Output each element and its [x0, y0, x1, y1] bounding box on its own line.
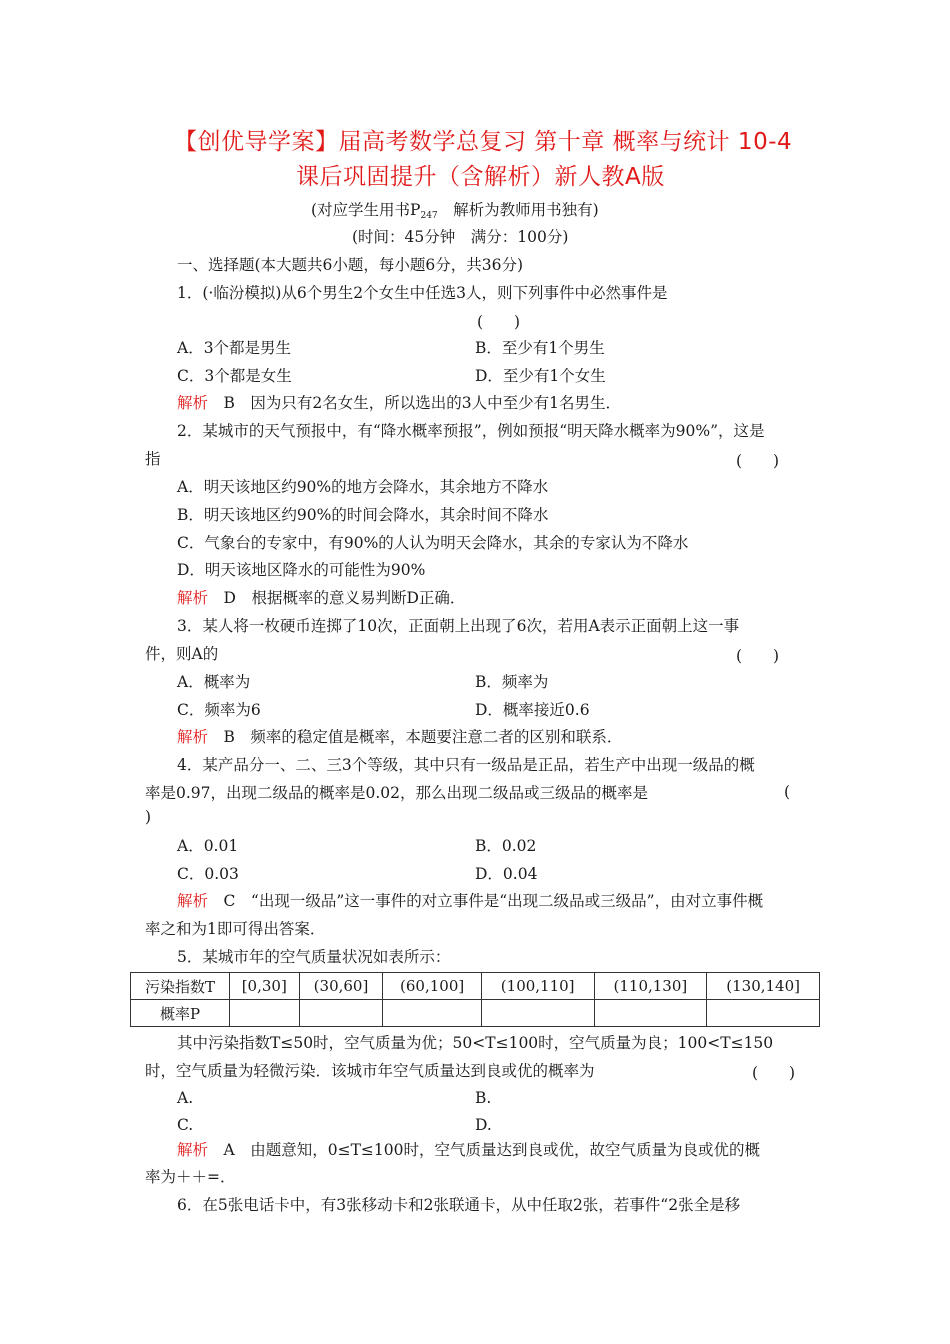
q5-stem: 5．某城市年的空气质量状况如表所示： [177, 948, 451, 966]
q3-option-c: C．频率为6 [177, 701, 261, 719]
q5-solution-line1 [177, 1140, 760, 1160]
q5-option-b: B. [475, 1089, 492, 1107]
q3-solution-text: B 频率的稳定值是概率，本题要注意二者的区别和联系． [223, 728, 623, 746]
q3-answer-paren: ( ) [736, 647, 780, 665]
q1-solution [177, 393, 621, 413]
header-pollution-index: 污染指数T [144, 977, 215, 996]
table-cell: (60,100] [383, 973, 481, 1000]
table-header-cell [131, 1000, 230, 1027]
q3-solution-label: 解析 [177, 728, 209, 746]
table-cell [481, 1000, 594, 1027]
table-cell [594, 1000, 707, 1027]
q4-solution-line1 [177, 891, 763, 911]
doc-title-line2: 课后巩固提升（含解析）新人教A版 [296, 164, 665, 190]
q5-condition-line2: 时，空气质量为轻微污染．该城市年空气质量达到良或优的概率为 [145, 1062, 595, 1080]
q2-stem-line1: 2．某城市的天气预报中，有“降水概率预报”，例如预报“明天降水概率为90%”，这是 [177, 422, 765, 440]
q1-option-a: A．3个都是男生 [177, 339, 292, 357]
q3-option-b: B．频率为 [475, 673, 549, 691]
q1-stem: 1．(·临汾模拟)从6个男生2个女生中任选3人，则下列事件中必然事件是 [177, 284, 668, 302]
q3-option-d: D．概率接近0.6 [475, 701, 590, 719]
q2-answer-paren: ( ) [736, 452, 780, 470]
q1-option-c: C．3个都是女生 [177, 367, 292, 385]
table-cell [383, 1000, 481, 1027]
pollution-table [130, 972, 820, 1027]
q4-solution-label: 解析 [177, 892, 209, 910]
q3-solution [177, 727, 622, 747]
q3-option-a: A．概率为 [177, 673, 251, 691]
q3-stem-line2: 件，则A的 [145, 645, 219, 663]
q2-option-c: C．气象台的专家中，有90%的人认为明天会降水，其余的专家认为不降水 [177, 534, 689, 552]
q2-solution [177, 588, 465, 608]
table-cell: (110,130] [594, 973, 707, 1000]
q2-option-a: A．明天该地区约90%的地方会降水，其余地方不降水 [177, 478, 549, 496]
table-cell [299, 1000, 383, 1027]
q2-solution-label: 解析 [177, 589, 209, 607]
q4-paren-open: ( [784, 783, 791, 801]
q5-solution-text: A 由题意知，0≤T≤100时，空气质量达到良或优，故空气质量为良或优的概 [223, 1141, 760, 1159]
q1-answer-paren: ( ) [477, 313, 521, 331]
table-row [131, 1000, 820, 1027]
q1-option-b: B．至少有1个男生 [475, 339, 605, 357]
q4-stem-line2: 率是0.97，出现二级品的概率是0.02，那么出现二级品或三级品的概率是 [145, 784, 649, 802]
header-probability: 概率P [159, 1004, 201, 1023]
table-cell: (130,140] [707, 973, 820, 1000]
table-header-cell [131, 973, 230, 1000]
table-cell: (30,60] [299, 973, 383, 1000]
q2-option-b: B．明天该地区约90%的时间会降水，其余时间不降水 [177, 506, 549, 524]
time-note: (时间：45分钟 满分：100分) [352, 228, 569, 246]
table-cell [707, 1000, 820, 1027]
q5-solution-line2: 率为＋＋=． [145, 1168, 236, 1186]
q4-option-b: B．0.02 [475, 837, 537, 855]
q4-solution-text: C “出现一级品”这一事件的对立事件是“出现二级品或三级品”，由对立事件概 [223, 892, 764, 910]
q2-option-d: D．明天该地区降水的可能性为90% [177, 561, 426, 579]
q4-solution-line2: 率之和为1即可得出答案． [145, 920, 326, 938]
ref-note [311, 200, 599, 226]
q4-paren-close: ) [145, 808, 152, 826]
ref-suffix: 解析为教师用书独有) [437, 201, 599, 219]
ref-page-sub: 247 [420, 211, 438, 221]
table-cell [230, 1000, 300, 1027]
q1-solution-text: B 因为只有2名女生，所以选出的3人中至少有1名男生． [223, 394, 622, 412]
q2-stem-line2: 指 [145, 450, 161, 468]
q2-solution-text: D 根据概率的意义易判断D正确． [223, 589, 466, 607]
table-cell: (100,110] [481, 973, 594, 1000]
q4-option-c: C．0.03 [177, 865, 239, 883]
section-heading: 一、选择题(本大题共6小题，每小题6分，共36分) [177, 256, 524, 274]
q4-stem-line1: 4．某产品分一、二、三3个等级，其中只有一级品是正品，若生产中出现一级品的概 [177, 756, 755, 774]
table-cell: [0,30] [230, 973, 300, 1000]
table-row [131, 973, 820, 1000]
q4-option-a: A．0.01 [177, 837, 239, 855]
q5-option-c: C. [177, 1116, 194, 1134]
q4-option-d: D．0.04 [475, 865, 538, 883]
q1-option-d: D．至少有1个女生 [475, 367, 606, 385]
doc-title-line1: 【创优导学案】届高考数学总复习 第十章 概率与统计 10-4 [174, 129, 793, 155]
q5-condition-line1: 其中污染指数T≤50时，空气质量为优；50<T≤100时，空气质量为良；100<T≤150 [177, 1034, 774, 1052]
q1-solution-label: 解析 [177, 394, 209, 412]
q3-stem-line1: 3．某人将一枚硬币连掷了10次，正面朝上出现了6次，若用A表示正面朝上这一事 [177, 617, 740, 635]
q5-option-d: D. [475, 1116, 492, 1134]
ref-prefix: (对应学生用书P [311, 201, 421, 219]
q5-solution-label: 解析 [177, 1141, 209, 1159]
q5-answer-paren: ( ) [752, 1064, 796, 1082]
q6-stem-line1: 6．在5张电话卡中，有3张移动卡和2张联通卡，从中任取2张，若事件“2张全是移 [177, 1196, 741, 1214]
q5-option-a: A. [177, 1089, 194, 1107]
